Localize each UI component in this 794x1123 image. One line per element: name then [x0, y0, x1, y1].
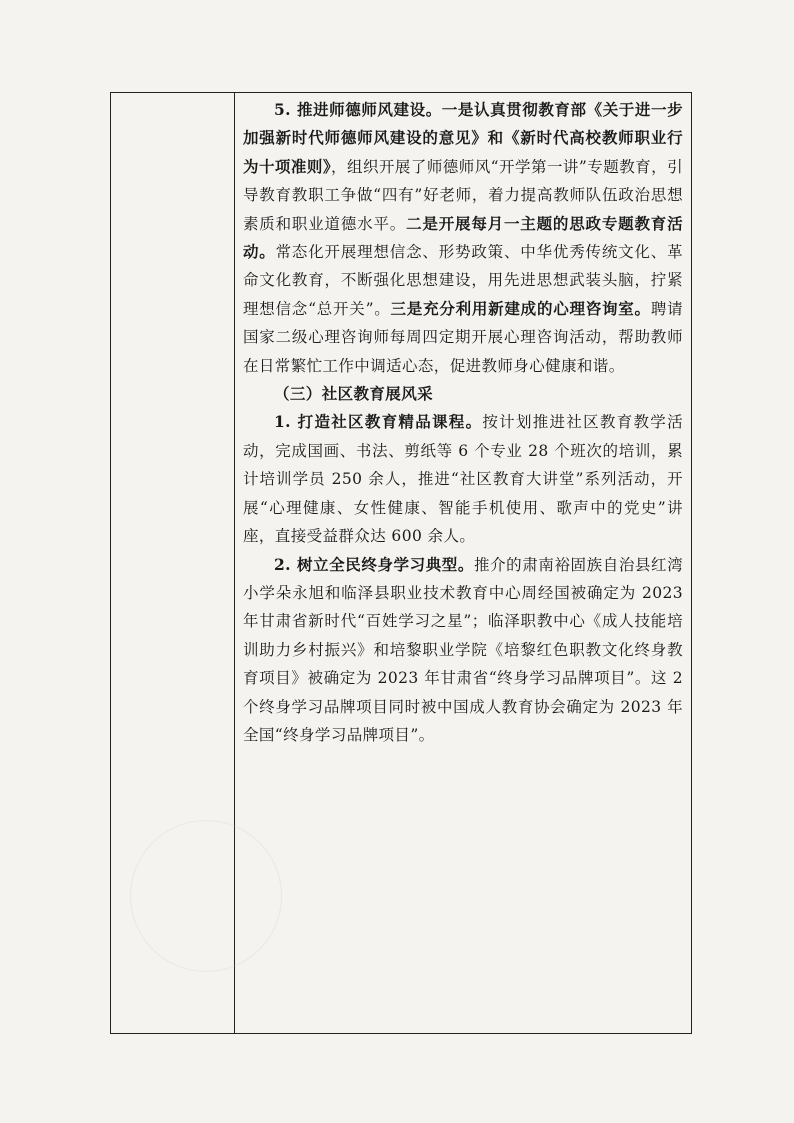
- paragraph-lifelong-learning: [243, 551, 683, 750]
- table-content-cell: [243, 96, 683, 749]
- item2-lead: 2. 树立全民终身学习典型。: [274, 554, 474, 574]
- faded-stamp-icon: [130, 820, 282, 972]
- point-one-heading: 一是认真贯彻教育部《关于进一步加强新时代师德师风建设的意见》和《新时代高校教师职业行为十项准则》: [243, 100, 683, 176]
- point-three-body: 聘请国家二级心理咨询师每周四定期开展心理咨询活动，帮助教师在日常繁忙工作中调适心态，促进教师身心健康和谐。: [243, 299, 683, 375]
- paragraph-community-courses: [243, 408, 683, 550]
- section-heading: （三）社区教育展风采: [274, 384, 434, 404]
- item1-lead: 1. 打造社区教育精品课程。: [274, 412, 483, 432]
- paragraph-lead: 5. 推进师德师风建设。: [274, 100, 442, 119]
- point-two-body: 常态化开展理想信念、形势政策、中华优秀传统文化、革命文化教育，不断强化思想建设，用先进思想武装头脑，拧紧理想信念“总开关”。: [243, 243, 683, 318]
- paragraph-teacher-ethics: [243, 96, 683, 380]
- item1-body: 按计划推进社区教育教学活动，完成国画、书法、剪纸等 6 个专业 28 个班次的培训，累计培训学员 250 余人，推进“社区教育大讲堂”系列活动，开展“心理健康、女性健康、智能手机使用、歌声中的党史”讲座，直接受益群众达 600 余人。: [243, 413, 683, 546]
- item2-body: 推介的肃南裕固族自治县红湾小学朵永旭和临泽县职业技术教育中心周经国被确定为 2023 年甘肃省新时代“百姓学习之星”；临泽职教中心《成人技能培训助力乡村振兴》和培黎职业学院《培黎红色职教文化终身教育项目》被确定为 2023 年甘肃省“终身学习品牌项目”。这 2 个终身学习品牌项目同时被中国成人教育协会确定为 2023 年全国“终身学习品牌项目”。: [243, 555, 683, 744]
- point-one-body: ，组织开展了师德师风“开学第一讲”专题教育，引导教育教职工争做“四有”好老师，着力提高教师队伍政治思想素质和职业道德水平。: [243, 157, 683, 233]
- point-two-heading: 二是开展每月一主题的思政专题教育活动。: [243, 213, 683, 262]
- point-three-heading: 三是充分利用新建成的心理咨询室。: [390, 298, 651, 318]
